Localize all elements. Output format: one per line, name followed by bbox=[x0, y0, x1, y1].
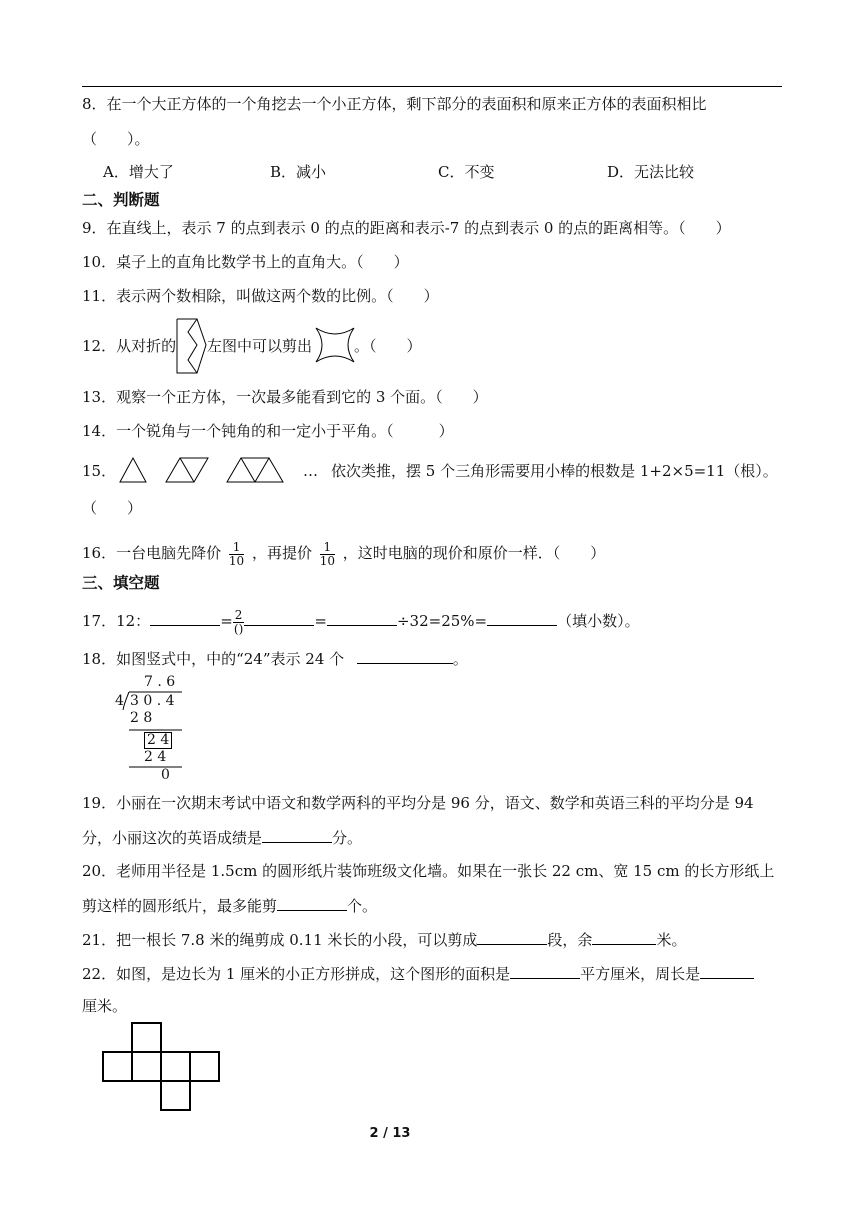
question-15-text: 依次类推，摆 5 个三角形需要用小棒的根数是 1+2×5=11（根）。 bbox=[331, 462, 778, 480]
question-17: 17．12： = $\frac{2}{()}$ = ÷32=25%= （填小数）。 bbox=[82, 607, 640, 636]
question-19-line1: 19．小丽在一次期末考试中语文和数学两科的平均分是 96 分，语文、数学和英语三科的平均分是 94 bbox=[82, 794, 754, 812]
fraction-one-tenth-2: $\frac{1}{10}$ bbox=[319, 539, 336, 568]
blank-3[interactable] bbox=[327, 610, 397, 626]
question-12-b: 左图中可以剪出 bbox=[207, 337, 313, 355]
squares-figure bbox=[100, 1020, 224, 1114]
folded-paper-figure bbox=[176, 318, 208, 374]
question-20-line1: 20．老师用半径是 1.5cm 的圆形纸片装饰班级文化墙。如果在一张长 22 cm、宽 15 cm 的长方形纸上 bbox=[82, 862, 775, 880]
question-22: 22．如图，是边长为 1 厘米的小正方形拼成，这个图形的面积是 平方厘米，周长是 bbox=[82, 963, 754, 984]
option-c: C．不变 bbox=[438, 163, 495, 181]
ellipsis: … bbox=[303, 462, 318, 480]
question-9: 9．在直线上，表示 7 的点到表示 0 的点的距离和表示-7 的点到表示 0 的点的距离相等。（ ） bbox=[82, 219, 731, 237]
header-rule bbox=[82, 86, 782, 87]
question-8: 8．在一个大正方体的一个角挖去一个小正方体，剩下部分的表面积和原来正方体的表面积相比 bbox=[82, 95, 707, 113]
page-number: 2 / 13 bbox=[369, 1126, 411, 1141]
blank-21b[interactable] bbox=[592, 929, 656, 945]
question-10: 10．桌子上的直角比数学书上的直角大。（ ） bbox=[82, 253, 409, 271]
triangles-figure bbox=[118, 455, 288, 485]
long-division: 7 . 6 4 3 0 . 4 2 8 2 4 2 4 0 bbox=[115, 674, 176, 783]
blank-4[interactable] bbox=[487, 610, 557, 626]
blank-21a[interactable] bbox=[477, 929, 547, 945]
fraction-blank: $\frac{2}{()}$ bbox=[233, 607, 244, 636]
option-a: A．增大了 bbox=[103, 163, 174, 181]
question-19-line2: 分，小丽这次的英语成绩是 分。 bbox=[82, 829, 363, 847]
fraction-one-tenth: $\frac{1}{10}$ bbox=[228, 539, 245, 568]
option-b: B．减小 bbox=[270, 163, 327, 181]
question-16-a: 16．一台电脑先降价 bbox=[82, 544, 222, 562]
question-21: 21．把一根长 7.8 米的绳剪成 0.11 米长的小段，可以剪成 段，余 米。 bbox=[82, 931, 687, 949]
question-16-c: ，这时电脑的现价和原价一样．（ ） bbox=[342, 544, 606, 562]
question-12-a: 12．从对折的 bbox=[82, 337, 177, 355]
question-22-line2: 厘米。 bbox=[82, 997, 128, 1015]
question-18: 18．如图竖式中，中的“24”表示 24 个 。 bbox=[82, 650, 468, 668]
section-3-heading: 三、填空题 bbox=[82, 574, 160, 592]
question-14: 14．一个锐角与一个钝角的和一定小于平角。（ ） bbox=[82, 422, 454, 440]
question-12-c: 。（ ） bbox=[354, 337, 422, 355]
question-20-line2: 剪这样的圆形纸片，最多能剪 个。 bbox=[82, 897, 378, 915]
question-16-b: ，再提价 bbox=[251, 544, 312, 562]
blank-18[interactable] bbox=[357, 648, 453, 664]
blank-22a[interactable] bbox=[510, 963, 580, 979]
section-2-heading: 二、判断题 bbox=[82, 191, 160, 209]
question-15-num: 15． bbox=[82, 462, 117, 480]
blank-19[interactable] bbox=[262, 827, 332, 843]
question-13: 13．观察一个正方体，一次最多能看到它的 3 个面。（ ） bbox=[82, 388, 488, 406]
blank-1[interactable] bbox=[150, 610, 220, 626]
blank-2[interactable] bbox=[244, 610, 314, 626]
question-15-paren: （ ） bbox=[82, 499, 143, 517]
blank-22b[interactable] bbox=[700, 963, 754, 979]
question-11: 11．表示两个数相除，叫做这两个数的比例。（ ） bbox=[82, 287, 439, 305]
question-8-paren: （ ）。 bbox=[82, 130, 150, 148]
cut-shape-figure bbox=[314, 326, 356, 364]
division-lines bbox=[110, 674, 200, 784]
question-16 bbox=[82, 538, 605, 568]
option-d: D．无法比较 bbox=[607, 163, 695, 181]
blank-20[interactable] bbox=[277, 895, 347, 911]
